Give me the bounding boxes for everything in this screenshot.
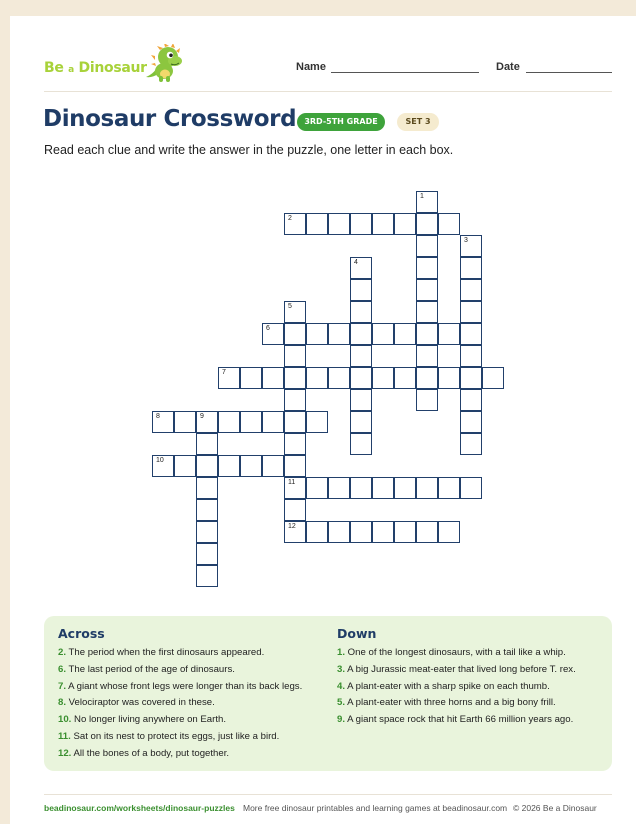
crossword-cell[interactable] xyxy=(306,411,328,433)
clue-number: 4. xyxy=(337,680,346,692)
crossword-cell[interactable] xyxy=(350,411,372,433)
crossword-cell[interactable] xyxy=(438,367,460,389)
crossword-cell[interactable] xyxy=(394,323,416,345)
footer-copyright: © 2026 Be a Dinosaur xyxy=(513,803,597,813)
clue-text: A big Jurassic meat-eater that lived long before T. rex. xyxy=(345,663,576,675)
clue-number: 3 xyxy=(464,237,468,244)
clue-number: 5 xyxy=(288,303,292,310)
crossword-cell[interactable] xyxy=(284,345,306,367)
crossword-cell[interactable] xyxy=(394,213,416,235)
crossword-cell[interactable] xyxy=(350,345,372,367)
clues-panel xyxy=(44,616,612,771)
clue-number: 11 xyxy=(288,479,296,486)
crossword-cell[interactable] xyxy=(416,389,438,411)
crossword-cell[interactable] xyxy=(262,455,284,477)
clue-number: 10 xyxy=(156,457,164,464)
crossword-cell[interactable] xyxy=(152,455,174,477)
crossword-cell[interactable] xyxy=(350,279,372,301)
across-clue xyxy=(58,695,302,712)
crossword-cell[interactable] xyxy=(372,521,394,543)
clue-text: Sat on its nest to protect its eggs, just like a bird. xyxy=(70,730,280,742)
clue-number: 6 xyxy=(266,325,270,332)
crossword-cell[interactable] xyxy=(438,323,460,345)
crossword-cell[interactable] xyxy=(284,455,306,477)
crossword-cell[interactable] xyxy=(262,411,284,433)
crossword-cell[interactable] xyxy=(350,301,372,323)
crossword-cell[interactable] xyxy=(460,411,482,433)
crossword-cell[interactable] xyxy=(372,367,394,389)
crossword-cell[interactable] xyxy=(350,389,372,411)
crossword-cell[interactable] xyxy=(460,279,482,301)
grade-badge: 3RD-5TH GRADE xyxy=(297,113,385,131)
crossword-cell[interactable] xyxy=(306,521,328,543)
set-badge: SET 3 xyxy=(397,113,439,131)
crossword-cell[interactable] xyxy=(394,477,416,499)
down-clue xyxy=(337,712,576,729)
crossword-cell[interactable] xyxy=(460,433,482,455)
brand-name: Be a Dinosaur xyxy=(44,60,147,76)
crossword-cell[interactable] xyxy=(306,477,328,499)
down-clue xyxy=(337,679,576,696)
crossword-cell[interactable] xyxy=(416,477,438,499)
crossword-cell[interactable] xyxy=(284,521,306,543)
clue-number: 7. xyxy=(58,680,67,692)
clue-text: The last period of the age of dinosaurs. xyxy=(66,663,235,675)
crossword-cell[interactable] xyxy=(460,235,482,257)
instructions: Read each clue and write the answer in the puzzle, one letter in each box. xyxy=(44,143,454,157)
crossword-cell[interactable] xyxy=(416,367,438,389)
across-clue xyxy=(58,662,302,679)
crossword-cell[interactable] xyxy=(394,521,416,543)
crossword-cell[interactable] xyxy=(328,367,350,389)
down-clue xyxy=(337,645,576,662)
crossword-cell[interactable] xyxy=(240,411,262,433)
clue-number: 10. xyxy=(58,714,72,726)
crossword-cell[interactable] xyxy=(174,411,196,433)
dinosaur-mascot-icon xyxy=(144,44,189,84)
crossword-cell[interactable] xyxy=(284,477,306,499)
crossword-cell[interactable] xyxy=(284,213,306,235)
crossword-cell[interactable] xyxy=(240,367,262,389)
crossword-cell[interactable] xyxy=(460,301,482,323)
name-label: Name xyxy=(296,61,326,73)
crossword-cell[interactable] xyxy=(218,367,240,389)
crossword-cell[interactable] xyxy=(306,367,328,389)
crossword-cell[interactable] xyxy=(196,521,218,543)
crossword-cell[interactable] xyxy=(438,213,460,235)
crossword-cell[interactable] xyxy=(416,301,438,323)
crossword-cell[interactable] xyxy=(394,367,416,389)
crossword-cell[interactable] xyxy=(284,411,306,433)
clue-number: 4 xyxy=(354,259,358,266)
clue-number: 12 xyxy=(288,523,296,530)
crossword-cell[interactable] xyxy=(196,455,218,477)
crossword-cell[interactable] xyxy=(218,411,240,433)
crossword-cell[interactable] xyxy=(196,477,218,499)
crossword-cell[interactable] xyxy=(218,455,240,477)
crossword-cell[interactable] xyxy=(328,323,350,345)
crossword-cell[interactable] xyxy=(306,213,328,235)
across-clue xyxy=(58,679,302,696)
crossword-cell[interactable] xyxy=(284,499,306,521)
crossword-cell[interactable] xyxy=(328,213,350,235)
down-heading: Down xyxy=(337,626,377,641)
clue-number: 2 xyxy=(288,215,292,222)
crossword-cell[interactable] xyxy=(174,455,196,477)
down-clue xyxy=(337,662,576,679)
crossword-cell[interactable] xyxy=(284,323,306,345)
footer-promo: More free dinosaur printables and learning games at beadinosaur.com xyxy=(243,803,508,813)
crossword-cell[interactable] xyxy=(438,477,460,499)
crossword-cell[interactable] xyxy=(196,543,218,565)
across-clue xyxy=(58,729,302,746)
crossword-cell[interactable] xyxy=(284,367,306,389)
clue-number: 1 xyxy=(420,193,424,200)
crossword-cell[interactable] xyxy=(328,521,350,543)
crossword-cell[interactable] xyxy=(350,433,372,455)
crossword-cell[interactable] xyxy=(482,367,504,389)
footer-divider xyxy=(44,794,612,795)
crossword-cell[interactable] xyxy=(350,367,372,389)
crossword-cell[interactable] xyxy=(152,411,174,433)
crossword-cell[interactable] xyxy=(416,213,438,235)
clue-number: 5. xyxy=(337,697,346,709)
clue-number: 7 xyxy=(222,369,226,376)
across-clues xyxy=(58,626,302,763)
crossword-cell[interactable] xyxy=(372,323,394,345)
crossword-cell[interactable] xyxy=(328,477,350,499)
crossword-cell[interactable] xyxy=(196,433,218,455)
crossword-cell[interactable] xyxy=(416,257,438,279)
across-clue xyxy=(58,746,302,763)
clue-text: A giant whose front legs were longer than its back legs. xyxy=(66,680,303,692)
crossword-cell[interactable] xyxy=(240,455,262,477)
date-field[interactable] xyxy=(526,72,612,73)
clue-text: One of the longest dinosaurs, with a tail like a whip. xyxy=(345,647,566,658)
across-heading: Across xyxy=(58,626,105,641)
date-label: Date xyxy=(496,61,520,73)
crossword-cell[interactable] xyxy=(416,235,438,257)
crossword-cell[interactable] xyxy=(372,213,394,235)
crossword-cell[interactable] xyxy=(460,477,482,499)
crossword-cell[interactable] xyxy=(262,323,284,345)
down-clues xyxy=(337,626,576,729)
clue-text: The period when the first dinosaurs appeared. xyxy=(66,647,265,658)
crossword-cell[interactable] xyxy=(196,411,218,433)
across-clue xyxy=(58,645,302,662)
crossword-cell[interactable] xyxy=(350,477,372,499)
crossword-cell[interactable] xyxy=(416,323,438,345)
clue-number: 8 xyxy=(156,413,160,420)
name-field[interactable] xyxy=(331,72,479,73)
clue-number: 9. xyxy=(337,714,346,726)
crossword-cell[interactable] xyxy=(416,345,438,367)
clue-number: 11. xyxy=(58,730,71,742)
crossword-cell[interactable] xyxy=(460,257,482,279)
crossword-cell[interactable] xyxy=(416,521,438,543)
clue-text: A plant-eater with a sharp spike on each thumb. xyxy=(345,680,550,692)
clue-number: 6. xyxy=(58,663,67,675)
crossword-cell[interactable] xyxy=(262,367,284,389)
crossword-cell[interactable] xyxy=(284,433,306,455)
crossword-cell[interactable] xyxy=(306,323,328,345)
crossword-cell[interactable] xyxy=(460,389,482,411)
crossword-cell[interactable] xyxy=(350,257,372,279)
crossword-cell[interactable] xyxy=(350,323,372,345)
clue-number: 1. xyxy=(337,647,346,658)
clue-text: No longer living anywhere on Earth. xyxy=(71,714,226,726)
across-clue xyxy=(58,712,302,729)
clue-text: A plant-eater with three horns and a big bony frill. xyxy=(345,697,556,709)
clue-text: A giant space rock that hit Earth 66 million years ago. xyxy=(345,714,574,726)
crossword-cell[interactable] xyxy=(438,521,460,543)
brand-logo[interactable] xyxy=(44,44,189,84)
crossword-cell[interactable] xyxy=(460,323,482,345)
crossword-cell[interactable] xyxy=(196,499,218,521)
crossword-cell[interactable] xyxy=(196,565,218,587)
crossword-cell[interactable] xyxy=(284,389,306,411)
page-title: Dinosaur Crossword xyxy=(43,106,297,132)
crossword-cell[interactable] xyxy=(460,367,482,389)
clue-number: 3. xyxy=(337,663,346,675)
down-clue xyxy=(337,695,576,712)
crossword-cell[interactable] xyxy=(460,345,482,367)
crossword-cell[interactable] xyxy=(416,191,438,213)
crossword-cell[interactable] xyxy=(416,279,438,301)
crossword-cell[interactable] xyxy=(284,301,306,323)
clue-number: 9 xyxy=(200,413,204,420)
crossword-cell[interactable] xyxy=(350,213,372,235)
crossword-cell[interactable] xyxy=(372,477,394,499)
crossword-cell[interactable] xyxy=(350,521,372,543)
header-divider xyxy=(44,91,612,92)
footer-link[interactable]: beadinosaur.com/worksheets/dinosaur-puzzles xyxy=(44,803,235,813)
clue-number: 8. xyxy=(58,697,67,709)
clue-number: 12. xyxy=(58,747,72,759)
clue-number: 2. xyxy=(58,647,67,658)
clue-text: All the bones of a body, put together. xyxy=(71,747,230,759)
clue-text: Velociraptor was covered in these. xyxy=(66,697,215,709)
